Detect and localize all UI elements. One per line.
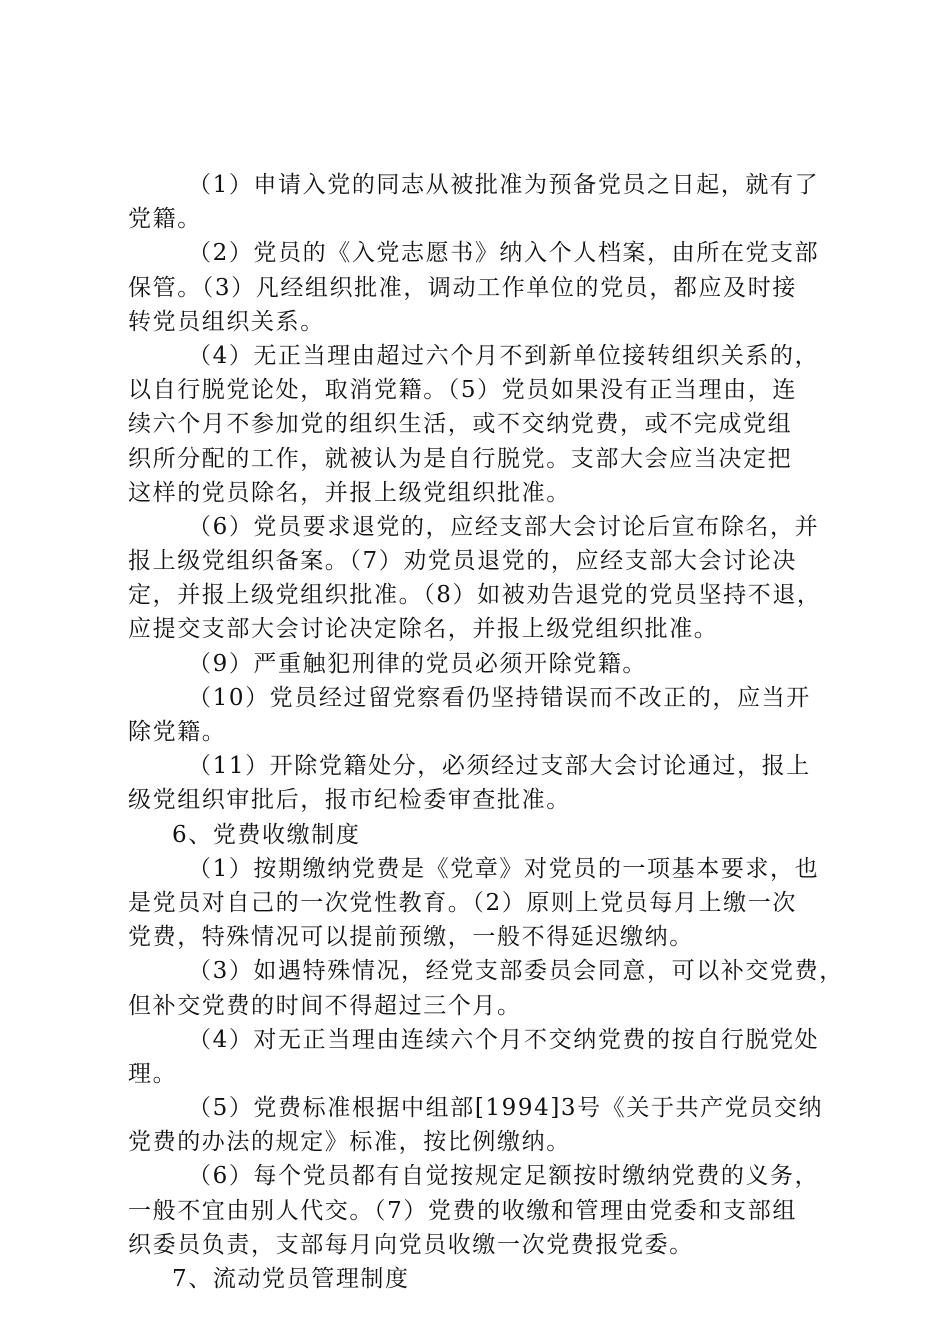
text-line: （6）每个党员都有自觉按规定足额按时缴纳党费的义务， <box>188 1163 820 1190</box>
text-line: （4）对无正当理由连续六个月不交纳党费的按自行脱党处 <box>188 1026 820 1053</box>
text-line: 转党员组织关系。 <box>128 308 325 335</box>
text-line: （2）党员的《入党志愿书》纳入个人档案，由所在党支部 <box>188 240 820 267</box>
section-heading: 7、流动党员管理制度 <box>172 1266 410 1292</box>
text-line: 但补交党费的时间不得超过三个月。 <box>128 992 522 1019</box>
document-body <box>128 168 844 1296</box>
text-line: （1）申请入党的同志从被批准为预备党员之日起，就有了 <box>188 172 820 198</box>
text-line: 定，并报上级党组织批准。（8）如被劝告退党的党员坚持不退， <box>128 582 822 609</box>
text-line: 除党籍。 <box>128 719 227 745</box>
text-line: 是党员对自己的一次党性教育。（2）原则上党员每月上缴一次 <box>128 889 797 916</box>
text-line: （9）严重触犯刑律的党员必须开除党籍。 <box>188 650 648 677</box>
text-line: 保管。（3）凡经组织批准，调动工作单位的党员，都应及时接 <box>128 274 797 301</box>
section-heading: 6、党费收缴制度 <box>172 821 361 848</box>
text-line: 报上级党组织备案。（7）劝党员退党的，应经支部大会讨论决 <box>128 548 797 575</box>
text-line: 级党组织审批后，报市纪检委审查批准。 <box>128 787 571 814</box>
text-line: （4）无正当理由超过六个月不到新单位接转组织关系的， <box>188 342 820 369</box>
text-line: 理。 <box>128 1060 178 1087</box>
text-line: 一般不宜由别人代交。（7）党费的收缴和管理由党委和支部组 <box>128 1197 797 1224</box>
text-line: （11）开除党籍处分，必须经过支部大会讨论通过，报上 <box>188 753 811 780</box>
text-line: 这样的党员除名，并报上级党组织批准。 <box>128 479 571 506</box>
text-line: 党费的办法的规定》标准，按比例缴纳。 <box>128 1129 571 1156</box>
text-line: （6）党员要求退党的，应经支部大会讨论后宣布除名，并 <box>188 513 820 540</box>
text-line: 织委员负责，支部每月向党员收缴一次党费报党委。 <box>128 1231 694 1258</box>
text-line: 织所分配的工作，就被认为是自行脱党。支部大会应当决定把 <box>128 445 793 472</box>
text-line: 党费，特殊情况可以提前预缴，一般不得延迟缴纳。 <box>128 924 694 951</box>
text-line: （3）如遇特殊情况，经党支部委员会同意，可以补交党费， <box>188 958 844 985</box>
text-line: 党籍。 <box>128 206 202 233</box>
text-line: （5）党费标准根据中组部[1994]3号《关于共产党员交纳 <box>188 1095 824 1122</box>
text-line: 以自行脱党论处，取消党籍。（5）党员如果没有正当理由，连 <box>128 377 797 404</box>
text-line: 续六个月不参加党的组织生活，或不交纳党费，或不完成党组 <box>128 411 793 438</box>
text-line: 应提交支部大会讨论决定除名，并报上级党组织批准。 <box>128 616 719 643</box>
text-line: （1）按期缴纳党费是《党章》对党员的一项基本要求，也 <box>188 855 820 882</box>
text-line: （10）党员经过留党察看仍坚持错误而不改正的，应当开 <box>188 684 811 711</box>
